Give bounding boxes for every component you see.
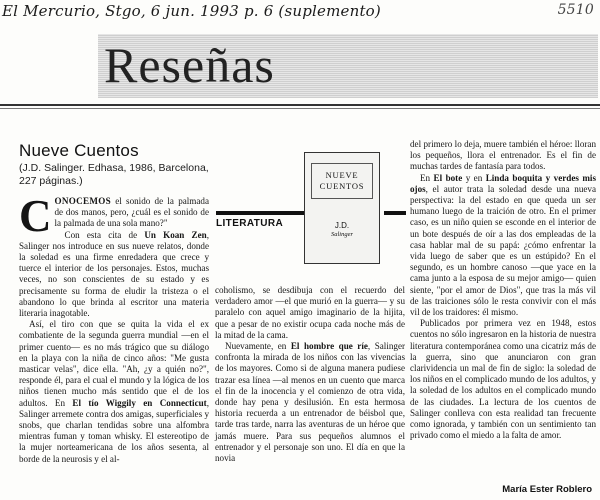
section-tag-rule-right [384,211,406,215]
story-title: El bote [433,172,463,183]
paragraph: del primero lo deja, muere también el héroe: lloran los pequeños, llora el entrenador. Es el fin de muchas tardes de fantasía para todos. [410,139,596,172]
story-title: El tío Wiggily en Connecticut [72,397,207,408]
section-tag-rule-left [216,211,304,215]
header-rule [0,104,600,106]
article-column-2 [215,285,405,464]
paragraph [410,173,596,319]
byline: María Ester Roblero [502,484,592,495]
handwritten-citation: El Mercurio, Stgo, 6 jun. 1993 p. 6 (suplemento) [2,2,381,20]
paragraph [215,341,405,464]
book-cover-title-line2: CUENTOS [319,181,365,191]
drop-cap: C [19,191,52,241]
text-run: , Salinger confronta la mirada de los niños con las vivencias de los mayores. Como si de alguna manera pudiese trazar esa línea —al menos en un cuento que marca el fin de la inocencia y el comienzo de otra vida, donde hay pena y desilusión. En esta hermosa historia recuerda a un entrenador de béisbol que, tarde tras tarde, narra las aventuras de un héroe que jamás muere. Para sus pequeños alumnos el entrenador y el personaje son uno. El día en que la novia [215,341,406,464]
book-cover-author: J.D. [334,221,350,230]
lead-caps: ONOCEMOS [54,196,111,206]
lead-text: el sonido de la palmada de dos manos, pero, ¿cuál es el sonido de la palmada de una sola mano?" [54,196,209,229]
article-column-1 [19,191,209,465]
paragraph [19,230,209,320]
article-column-3 [410,139,596,441]
article-meta: (J.D. Salinger. Edhasa, 1986, Barcelona, 227 páginas.) [19,162,209,187]
book-cover-author-name: Salinger [330,231,354,238]
handwritten-source-note [2,2,598,24]
handwritten-reference-number: 5510 [557,2,594,18]
text-run: En [420,172,434,183]
story-title: El hombre que ríe [290,341,368,352]
section-banner [98,34,598,98]
story-title: Un Koan Zen [144,229,207,240]
header-rule-thin [0,108,600,109]
article-title: Nueve Cuentos [19,141,139,160]
text-run: y en [462,172,486,183]
paragraph: Publicados por primera vez en 1948, estos cuentos no sólo ingresaron en la historia de nuestra literatura contemporánea como una cicatriz más de la guerra, sino que anunciaron con gran clarividencia un mal de fin de siglo: la soledad de los niños en el complicado mundo de los adultos, y la soledad de los adultos en el complicado mundo de las ciudades. La lectura de los cuentos de Salinger conlleva con esta realidad tan frecuente como ignorada, y también con un sentimiento tan privado como el miedo a la falta de amor. [410,318,596,441]
section-tag: LITERATURA [216,218,284,229]
book-cover-title-line1: NUEVE [325,170,359,180]
text-run: , Salinger arremete contra dos amigas, superficiales y snobs, que charlan tendidas sobre una alfombra mientras fuman y toman whisky. El estereotipo de la mujer norteamericana de los años sesenta, al borde de la neurosis y el al- [19,397,209,464]
text-run: Así, el tiro con que se quita la vida el ex combatiente de la segunda guerra mundial —en el primer cuento— es no más trágico que su diálogo en la playa con la niña de cinco años: "Me gusta masticar velas", dice ella. "Ah, ¿y a quién no?", responde él, para el cual el mundo y la lógica de los niños tienen mucho más sentido que el de los adultos. En [19,319,209,408]
text-run: , el autor trata la soledad desde una nueva perspectiva: la del estado en que queda un ser humano luego de la traición de otro. En el primer caso, es un niño quien se esconde en el interior de un bote después de oír a las dos empleadas de la casa hablar mal de su papá: ¿cómo enfrentar la vida luego de saber que es un estúpido? En el segundo, es un hombre canoso —que yace en la cama junto a la esposa de su mejor amigo— quien siente, "por el amor de Dios", que tras la más vil de las traiciones sólo le resta convivir con el más vil de los traidores: él mismo. [410,183,596,318]
book-cover-image [304,152,380,264]
text-run: Nuevamente, en [225,341,291,352]
text-run: , Salinger nos introduce en sus nueve relatos, donde la soledad es una firme enredadera que crece y tuerce el interior de los personajes. Estos, muchas veces, no son conscientes de su estado y es precisamente su forma de eludir la tristeza o el abandono lo que brinda al escritor una materia literaria inagotable. [19,229,209,319]
book-cover-title [311,163,373,199]
paragraph [19,319,209,465]
section-title: Reseñas [104,37,275,93]
story-title: Linda boquita y verdes mis ojos [410,172,596,194]
paragraph: coholismo, se desdibuja con el recuerdo del verdadero amor —el que murió en la guerra— y su paralelo con aquel amigo imaginario de la hijita, que a pesar de no existir ocupa cada noche más de la mitad de la cama. [215,285,405,340]
text-run: Con esta cita de [64,229,145,240]
